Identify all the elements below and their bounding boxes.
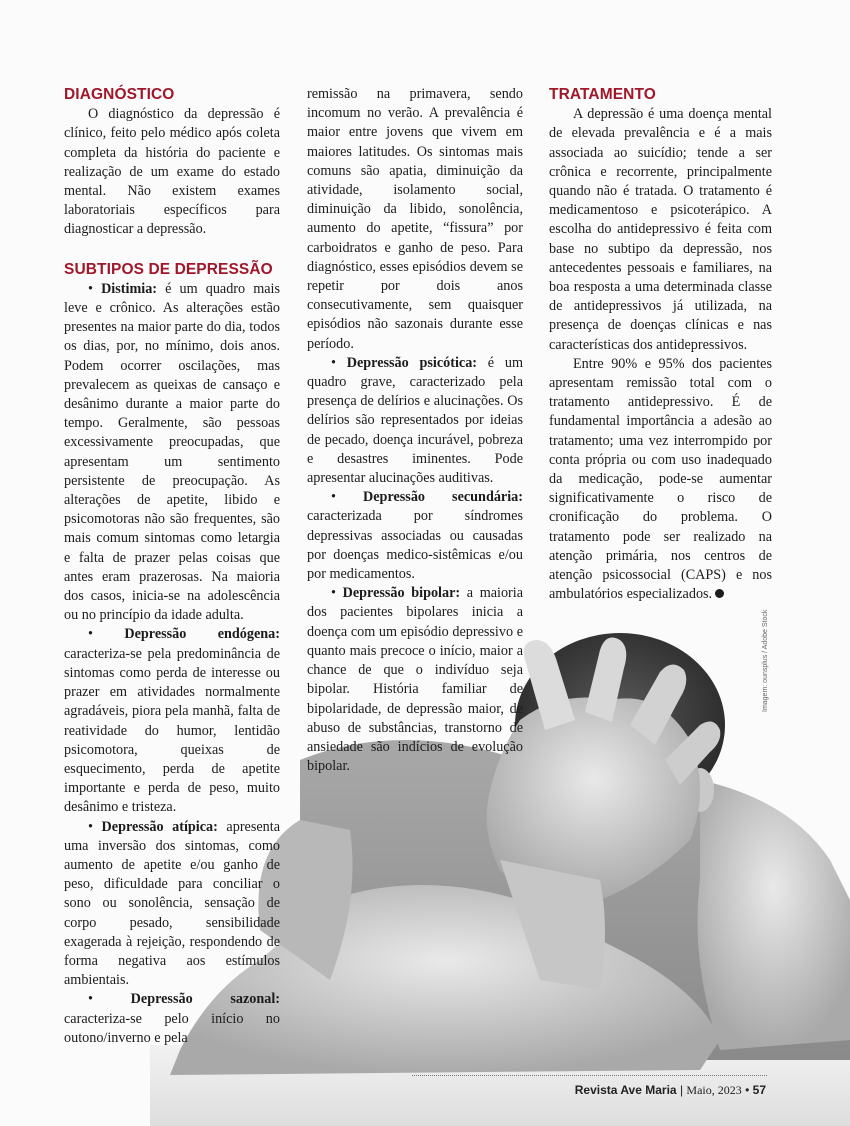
section-heading-subtipos: SUBTIPOS DE DEPRESSÃO (64, 260, 273, 278)
subtype-item: • Depressão endógena: caracteriza-se pela predominância de sintomas como perda de interesse ou prazer em atividades normalmente agradáveis, piora pela manhã, falta de reatividade do humor, lentidão psicomotora, queixas de esquecimento, perda de apetite importante e perda de peso, muito desânimo e tristeza. (64, 626, 280, 816)
subtype-term: Depressão sazonal: (130, 991, 280, 1008)
footer-dot: • (745, 1083, 750, 1097)
page-number: 57 (752, 1083, 766, 1097)
footer-divider (412, 1075, 767, 1076)
image-credit: Imagem: ounsplus / Adobe Stock (762, 609, 769, 712)
subtype-item: • Distimia: é um quadro mais leve e crônico. As alterações estão presentes na maior parte do dia, todos os dias, por, no mínimo, dois anos. Podem ocorrer oscilações, mas prevalecem as queixas de cansaço e desânimo durante a maior parte do tempo. Geralmente, são pessoas excessivamente preocupadas, que apresentam um sentimento persistente de preocupação. As alterações de apetite, libido e psicomotoras não são frequentes, são mais comum sintomas como letargia e falta de prazer pelas coisas que antes eram prazerosas. Na maioria dos casos, inicia-se na adolescência ou no princípio da idade adulta. (64, 280, 281, 624)
page-footer (575, 1083, 766, 1098)
column-2 (307, 85, 523, 776)
section-heading-tratamento: TRATAMENTO (549, 86, 656, 103)
column-3 (549, 85, 772, 604)
column-1 (64, 85, 280, 1048)
tratamento-paragraph-2: Entre 90% e 95% dos pacientes apresentam remissão total com o tratamento antidepressivo. É de fundamental importância a adesão ao tratamento; uma vez interrompido por conta própria ou com uso inadequado da medicação, pode-se aumentar significativamente o risco de cronificação do problema. O tratamento pode ser realizado na atenção primária, nos centros de atenção psicossocial (CAPS) e nos ambulatórios especializados. (549, 355, 772, 603)
subtype-item: • Depressão psicótica: é um quadro grave, caracterizado pela presença de delírios e alucinações. Os delírios são representados por ideias de pecado, doença incurável, pobreza e desastres iminentes. Pode apresentar alucinações auditivas. (307, 354, 523, 487)
subtype-item: • Depressão atípica: apresenta uma inversão dos sintomas, como aumento de apetite e/ou ganho de peso, dificuldade para conciliar o sono ou sonolência, sensação de corpo pesado, sensibilidade exagerada à rejeição, respondendo de forma negativa aos estímulos ambientais. (64, 818, 280, 989)
subtype-term: Depressão atípica: (101, 818, 218, 835)
diagnostico-paragraph: O diagnóstico da depressão é clínico, feito pelo médico após coleta completa da história do paciente e realização de um exame do estado mental. Não existem exames laboratoriais específicos para diagnosticar a depressão. (64, 106, 280, 238)
subtype-term: Depressão bipolar: (342, 585, 461, 602)
section-heading-diagnostico: DIAGNÓSTICO (64, 86, 175, 103)
subtype-item: • Depressão sazonal: caracteriza-se pelo início no outono/inverno e pela (64, 991, 280, 1046)
subtype-term: Depressão secundária: (363, 489, 523, 506)
magazine-name: Revista Ave Maria (574, 1083, 677, 1097)
subtype-item: • Depressão secundária: caracterizada por síndromes depressivas associadas ou causadas por doenças medico-sistêmicas e/ou por medicamentos. (307, 489, 523, 583)
tratamento-paragraph-1: A depressão é uma doença mental de elevada prevalência e é a mais associada ao suicídio; tende a ser crônica e recorrente, principalmente quando não é tratada. O tratamento é medicamentoso e psicoterápico. A escolha do antidepressivo é feita com base no subtipo da depressão, nos antecedentes pessoais e familiares, na boa resposta a uma determinada classe de antidepressivos já utilizada, na presença de doenças clínicas e nas características dos antidepressivos. (549, 106, 772, 353)
subtype-term: Depressão endógena: (124, 626, 280, 643)
sazonal-continuation: remissão na primavera, sendo incomum no verão. A prevalência é maior entre jovens que vivem em maiores latitudes. Os sintomas mais comuns são apatia, diminuição da atividade, isolamento social, diminuição da libido, sonolência, aumento do apetite, “fissura” por carboidratos e ganho de peso. Para diagnóstico, esses episódios devem se repetir por dois anos consecutivamente, sem quaisquer episódios não sazonais durante esse período. (307, 86, 523, 352)
issue-date: Maio, 2023 (686, 1083, 742, 1097)
footer-separator: | (679, 1083, 684, 1097)
subtype-item: • Depressão bipolar: a maioria dos pacientes bipolares inicia a doença com um episódio depressivo e quanto mais precoce o início, maior a chance de que o indivíduo seja bipolar. História familiar de bipolaridade, de depressão maior, de abuso de substâncias, transtorno de ansiedade são indícios de evolução bipolar. (307, 585, 524, 775)
end-mark-icon (715, 589, 724, 598)
subtype-term: Depressão psicótica: (346, 354, 478, 371)
subtype-term: Distimia: (101, 280, 158, 297)
